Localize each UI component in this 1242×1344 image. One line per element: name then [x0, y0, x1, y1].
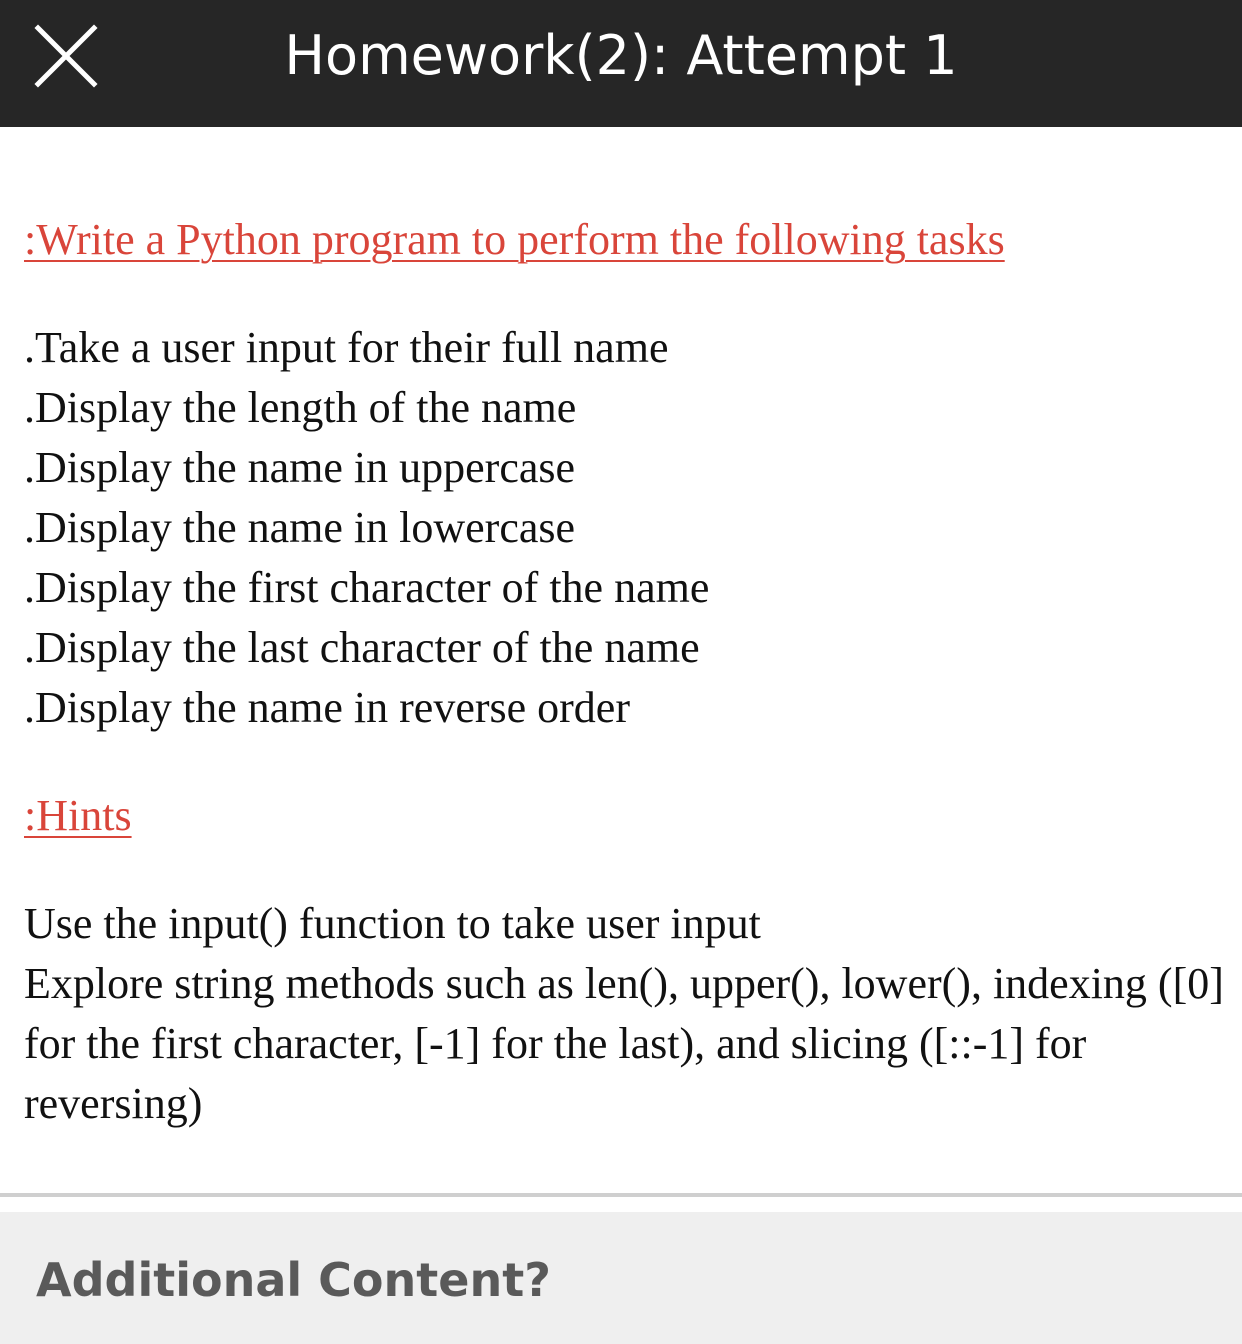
task-item: .Display the first character of the name — [24, 563, 710, 612]
hint-line: Explore string methods such as len(), upper(), lower(), indexing ([0] for the first character, [-1] for the last), and slicing ([::-1] for reversing) — [24, 959, 1224, 1128]
hint-line: Use the input() function to take user input — [24, 899, 761, 948]
assignment-content — [24, 210, 1224, 1134]
task-list — [24, 318, 1224, 738]
page-title: Homework(2): Attempt 1 — [284, 24, 958, 87]
task-item: .Display the name in uppercase — [24, 443, 576, 492]
additional-content-title: Additional Content? — [36, 1253, 551, 1307]
hints-heading-link[interactable]: :Hints — [24, 791, 132, 840]
task-item: .Display the last character of the name — [24, 623, 700, 672]
top-bar — [0, 0, 1242, 127]
section-divider — [0, 1193, 1242, 1197]
task-item: .Take a user input for their full name — [24, 323, 669, 372]
task-heading-link[interactable]: :Write a Python program to perform the following tasks — [24, 215, 1005, 264]
hints-text — [24, 894, 1224, 1134]
task-item: .Display the name in reverse order — [24, 683, 630, 732]
task-item: .Display the name in lowercase — [24, 503, 576, 552]
additional-content-panel — [0, 1212, 1242, 1344]
task-item: .Display the length of the name — [24, 383, 577, 432]
